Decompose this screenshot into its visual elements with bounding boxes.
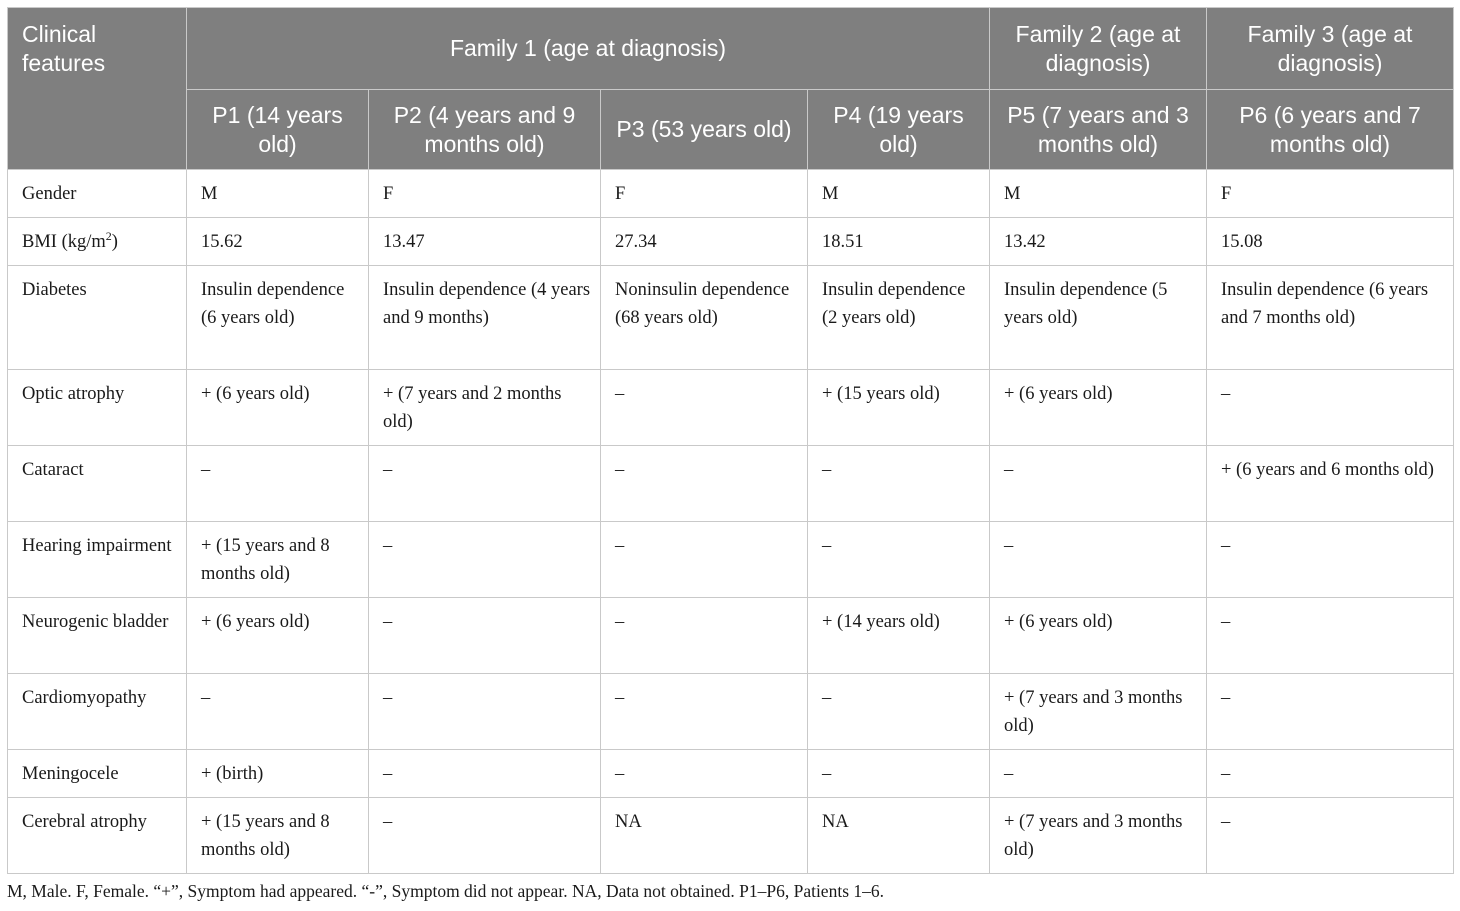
header-row-patients [8,90,1454,170]
table-cell: – [1207,522,1454,598]
table-row [8,370,1454,446]
table-cell: + (14 years old) [808,598,990,674]
row-label: Optic atrophy [8,370,187,446]
row-label-suffix: ) [111,232,118,252]
table-row [8,750,1454,798]
header-family-3: Family 3 (age at diagnosis) [1207,8,1454,90]
table-header [8,8,1454,170]
header-patient-p1: P1 (14 years old) [187,90,369,170]
table-cell: – [1207,798,1454,874]
table-cell: – [1207,370,1454,446]
table-cell: Noninsulin dependence (68 years old) [601,266,808,370]
table-cell: F [601,170,808,218]
table-cell: 27.34 [601,218,808,266]
table-cell: – [808,522,990,598]
superscript: 2 [105,228,112,243]
header-patient-p4: P4 (19 years old) [808,90,990,170]
table-row [8,170,1454,218]
row-label [8,218,187,266]
header-patient-p6: P6 (6 years and 7 months old) [1207,90,1454,170]
table-cell: – [808,446,990,522]
table-cell: + (6 years old) [187,370,369,446]
table-cell: Insulin dependence (6 years and 7 months old) [1207,266,1454,370]
table-cell: – [369,522,601,598]
table-cell: – [601,370,808,446]
table-cell: 15.62 [187,218,369,266]
table-row [8,674,1454,750]
row-label: Cerebral atrophy [8,798,187,874]
table-footnote: M, Male. F, Female. “+”, Symptom had appeared. “-”, Symptom did not appear. NA, Data not obtained. P1–P6, Patients 1–6. [7,881,884,901]
table-cell: F [369,170,601,218]
row-label: Cardiomyopathy [8,674,187,750]
table-cell: – [601,750,808,798]
table-cell: – [808,750,990,798]
table-cell: 13.47 [369,218,601,266]
row-label: Neurogenic bladder [8,598,187,674]
table-cell: M [990,170,1207,218]
table-cell: + (birth) [187,750,369,798]
table-cell: F [1207,170,1454,218]
table-cell: + (6 years old) [990,598,1207,674]
table-row [8,218,1454,266]
table-cell: – [990,446,1207,522]
row-label: Diabetes [8,266,187,370]
table-cell: – [187,674,369,750]
table-cell: – [369,598,601,674]
table-cell: Insulin dependence (2 years old) [808,266,990,370]
table-cell: – [601,674,808,750]
table-cell: + (15 years and 8 months old) [187,522,369,598]
table-cell: + (6 years and 6 months old) [1207,446,1454,522]
table-cell: – [369,446,601,522]
table-cell: Insulin dependence (6 years old) [187,266,369,370]
header-patient-p3: P3 (53 years old) [601,90,808,170]
table-cell: 18.51 [808,218,990,266]
table-cell: – [601,522,808,598]
table-cell: – [990,522,1207,598]
header-patient-p5: P5 (7 years and 3 months old) [990,90,1207,170]
table-cell: – [369,798,601,874]
table-row [8,266,1454,370]
table-cell: Insulin dependence (5 years old) [990,266,1207,370]
table-cell: M [808,170,990,218]
row-label: Hearing impairment [8,522,187,598]
table-cell: + (6 years old) [990,370,1207,446]
table-cell: – [1207,750,1454,798]
table-cell: 15.08 [1207,218,1454,266]
table-cell: + (15 years and 8 months old) [187,798,369,874]
table-cell: – [1207,674,1454,750]
table-cell: – [601,598,808,674]
table-cell: – [187,446,369,522]
table-cell: + (7 years and 3 months old) [990,674,1207,750]
table-cell: + (6 years old) [187,598,369,674]
table-cell: + (7 years and 3 months old) [990,798,1207,874]
row-label-text: BMI (kg/m [22,232,106,252]
clinical-features-table [7,7,1454,874]
table-cell: – [808,674,990,750]
table-cell: – [601,446,808,522]
table-cell: NA [808,798,990,874]
table-cell: + (15 years old) [808,370,990,446]
header-family-1: Family 1 (age at diagnosis) [187,8,990,90]
table-row [8,522,1454,598]
header-patient-p2: P2 (4 years and 9 months old) [369,90,601,170]
table-row [8,598,1454,674]
row-label: Meningocele [8,750,187,798]
table-cell: – [1207,598,1454,674]
table-cell: – [990,750,1207,798]
table-body [8,170,1454,874]
header-family-2: Family 2 (age at diagnosis) [990,8,1207,90]
table-cell: + (7 years and 2 months old) [369,370,601,446]
table-cell: – [369,674,601,750]
row-label: Cataract [8,446,187,522]
header-clinical-features: Clinical features [8,8,187,170]
table-row [8,798,1454,874]
table-cell: M [187,170,369,218]
row-label: Gender [8,170,187,218]
table-cell: 13.42 [990,218,1207,266]
table-row [8,446,1454,522]
table-cell: NA [601,798,808,874]
header-row-families [8,8,1454,90]
table-cell: Insulin dependence (4 years and 9 months) [369,266,601,370]
table-cell: – [369,750,601,798]
